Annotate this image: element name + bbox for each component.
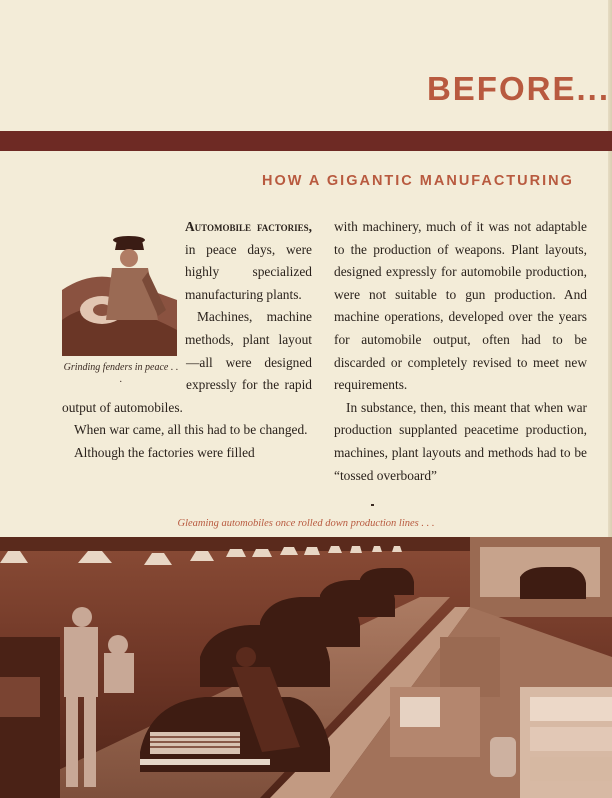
left-paragraph-4: Although the factories were filled bbox=[74, 444, 255, 460]
left-p1-text: in peace days, were highly specialized manufacturing plants. bbox=[185, 241, 312, 302]
lead-in-smallcaps: Automobile factories, bbox=[185, 219, 312, 234]
page-headline: BEFORE... bbox=[426, 70, 610, 107]
fender-grinding-photo bbox=[62, 220, 177, 356]
left-paragraph-3: When war came, all this had to be changed. bbox=[74, 422, 308, 438]
divider-bar bbox=[0, 131, 612, 151]
right-column bbox=[334, 216, 587, 487]
large-photo-caption: Gleaming automobiles once rolled down production lines . . . bbox=[177, 518, 435, 529]
left-column bbox=[62, 216, 312, 465]
small-photo-caption: Grinding fenders in peace . . . bbox=[63, 362, 179, 385]
fender-grinding-image bbox=[62, 220, 177, 356]
section-subhead: HOW A GIGANTIC MANUFACTURING bbox=[262, 173, 574, 189]
print-mark bbox=[371, 504, 374, 506]
right-paragraph-2: In substance, then, this meant that when war production supplanted peacetime production, machines, plant layouts and methods had to be “tossed overboard” bbox=[334, 399, 587, 483]
assembly-line-image bbox=[0, 537, 612, 798]
right-paragraph-1: with machinery, much of it was not adaptable to the production of weapons. Plant layouts, designed expressly for automobile production, were not suitable to gun production. And machine operations, developed over the years for automobile output, often had to be discarded or completely revised to meet new requirements. bbox=[334, 219, 587, 393]
assembly-line-photo bbox=[0, 537, 612, 798]
left-paragraph-2: Machines, machine methods, plant layout—all were designed expressly for the rapid output of automobiles. bbox=[62, 309, 312, 415]
